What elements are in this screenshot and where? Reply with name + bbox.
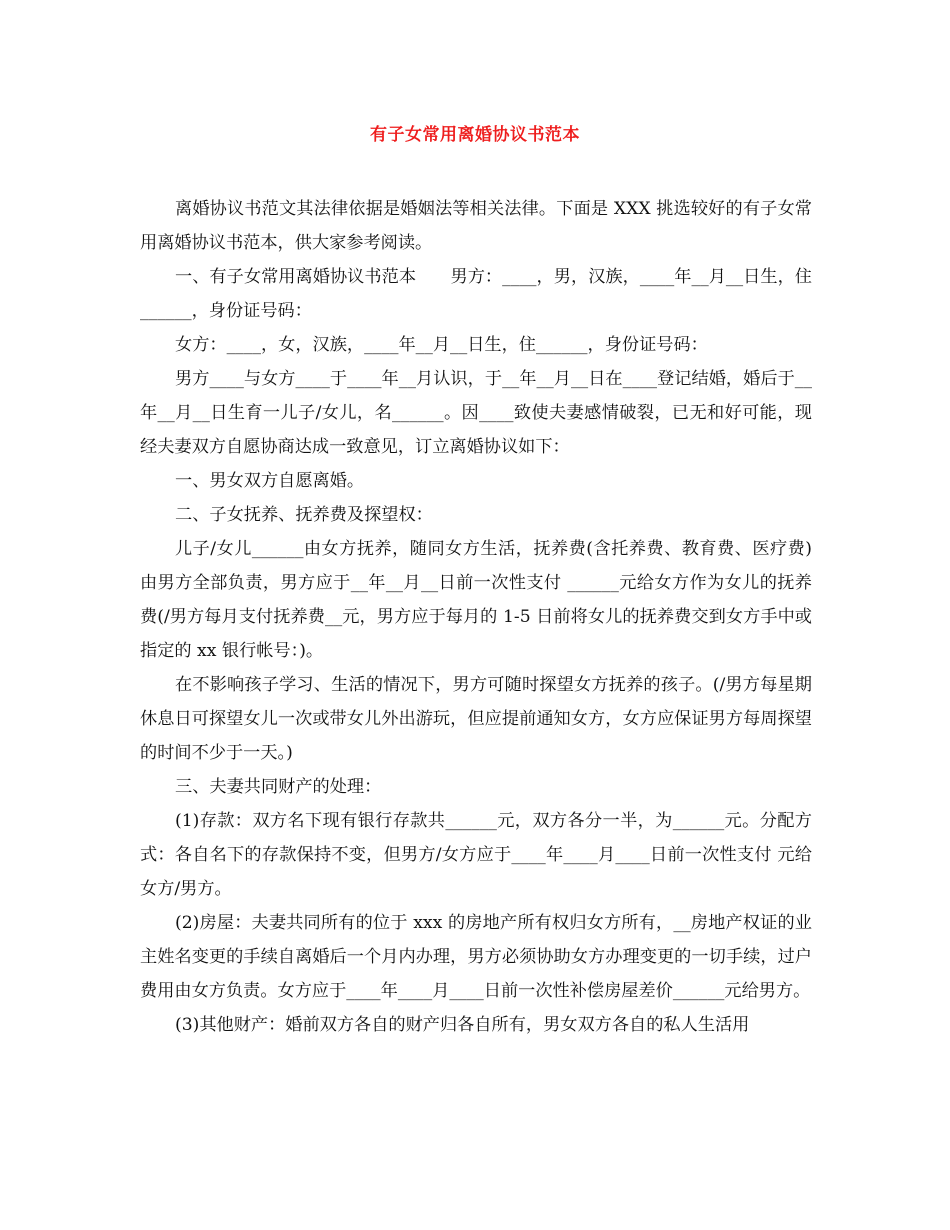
- paragraph-clause-divorce: 一、男女双方自愿离婚。: [175, 471, 365, 491]
- paragraph-section-one-male-party: 一、有子女常用离婚协议书范本 男方：____，男，汉族，____年__月__日生，住______，身份证号码：: [140, 267, 812, 321]
- paragraph-deposits: (1)存款：双方名下现有银行存款共______元，双方各分一半，为______元。分配方式：各自名下的存款保持不变，但男方/女方应于____年____月____日前一次性支付 元给女方/男方。: [140, 811, 812, 899]
- document-title: 有子女常用离婚协议书范本: [370, 125, 580, 145]
- paragraph-other-property: (3)其他财产：婚前双方各自的财产归各自所有，男女双方各自的私人生活用: [175, 1015, 750, 1035]
- paragraph-clause-property-heading: 三、夫妻共同财产的处理：: [175, 777, 382, 797]
- paragraph-clause-custody-heading: 二、子女抚养、抚养费及探望权：: [175, 505, 433, 525]
- paragraph-intro: 离婚协议书范文其法律依据是婚姻法等相关法律。下面是 XXX 挑选较好的有子女常用离婚协议书范本，供大家参考阅读。: [140, 199, 812, 253]
- paragraph-child-support: 儿子/女儿______由女方抚养，随同女方生活，抚养费(含托养费、教育费、医疗费)由男方全部负责，男方应于__年__月__日前一次性支付 ______元给女方作为女儿的抚养费(/男方每月支付抚养费__元，男方应于每月的 1-5 日前将女儿的抚养费交到女方手中或指定的 xx 银行帐号：)。: [140, 539, 812, 661]
- paragraph-house: (2)房屋：夫妻共同所有的位于 xxx 的房地产所有权归女方所有，__房地产权证的业主姓名变更的手续自离婚后一个月内办理，男方必须协助女方办理变更的一切手续，过户费用由女方负责。女方应于____年____月____日前一次性补偿房屋差价______元给男方。: [140, 913, 812, 1001]
- paragraph-visitation: 在不影响孩子学习、生活的情况下，男方可随时探望女方抚养的孩子。(/男方每星期休息日可探望女儿一次或带女儿外出游玩，但应提前通知女方，女方应保证男方每周探望的时间不少于一天。): [140, 675, 812, 763]
- paragraph-marriage-history: 男方____与女方____于____年__月认识，于__年__月__日在____登记结婚，婚后于__年__月__日生育一儿子/女儿，名______。因____致使夫妻感情破裂，已无和好可能，现经夫妻双方自愿协商达成一致意见，订立离婚协议如下：: [140, 369, 812, 457]
- document-body: [140, 192, 812, 1042]
- paragraph-female-party: 女方：____，女，汉族，____年__月__日生，住______，身份证号码：: [175, 335, 708, 355]
